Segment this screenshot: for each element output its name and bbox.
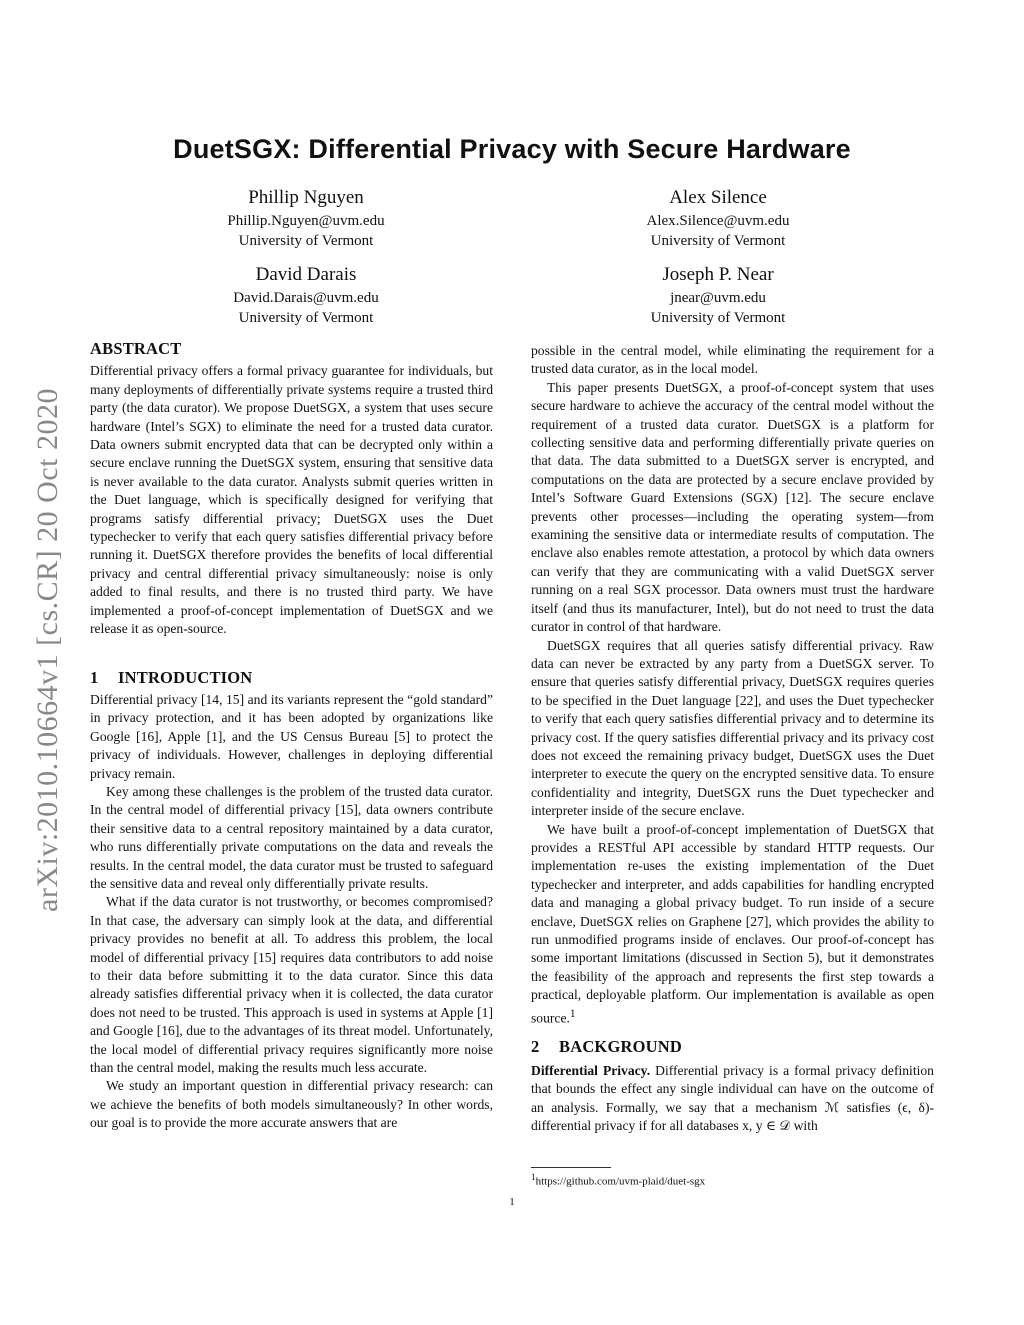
abstract-text: Differential privacy offers a formal privacy guarantee for individuals, but many deployments of differentially private systems require a trusted third party (the data curator). We propose DuetSGX, a system that uses secure hardware (Intel’s SGX) to eliminate the need for a trusted data curator. Data owners submit encrypted data that can be decrypted only within a secure enclave running the DuetSGX system, ensuring that sensitive data is never available to the data curator. Analysts submit queries written in the Duet language, which is specifically designed for verifying that programs satisfy differential privacy; DuetSGX uses the Duet typechecker to verify that each query satisfies differential privacy before running it. DuetSGX therefore provides the benefits of local differential privacy and central differential privacy simultaneously: noise is only added to final results, and there is no trusted third party. We have implemented a proof-of-concept implementation of DuetSGX and we release it as open-source. <box>90 363 493 637</box>
author-block <box>156 265 456 328</box>
footnote-number: 1 <box>531 1172 536 1182</box>
intro-paragraph: We study an important question in differential privacy research: can we achieve the benefits of both models simultaneously? In other words, our goal is to provide the more accurate answers that are <box>90 1078 493 1131</box>
footnote <box>531 1172 705 1188</box>
background-text: Differential privacy is a formal privacy definition that bounds the effect any single individual can have on the outcome of an analysis. Formally, we say that a mechanism ℳ satisfies (ϵ, δ)-differential privacy if for all databases x, y ∈ 𝒟 with <box>531 1062 934 1134</box>
background-paragraph <box>531 1062 934 1136</box>
paper-title: DuetSGX: Differential Privacy with Secure Hardware <box>173 134 851 164</box>
author-email[interactable]: David.Darais@uvm.edu <box>233 290 379 306</box>
author-name: David Darais <box>255 264 357 285</box>
section-title: BACKGROUND <box>559 1036 683 1056</box>
intro-paragraph: possible in the central model, while eliminating the requirement for a trusted data curator, as in the local model. <box>531 343 934 377</box>
intro-paragraph-text: We have built a proof-of-concept implementation of DuetSGX that provides a RESTful API accessible by standard HTTP requests. Our implementation re-uses the existing implementation of the Duet typechecker and interpreter, and adds capabilities for handling encrypted data and managing a global privacy budget. To run inside of a secure enclave, DuetSGX relies on Graphene [27], which provides the ability to run unmodified programs inside of enclaves. Our proof-of-concept has some important limitations (discussed in Section 5), but it demonstrates the feasibility of the approach and represents the first step towards a practical, deployable platform. Our implementation is available as open source. <box>531 821 934 1026</box>
intro-paragraph: Differential privacy [14, 15] and its variants represent the “gold standard” in privacy protection, and it has been adopted by organizations like Google [16], Apple [1], and the US Census Bureau [5] to protect the privacy of individuals. However, challenges in deploying differential privacy remain. <box>90 691 493 781</box>
author-affiliation: University of Vermont <box>238 233 374 249</box>
author-block <box>156 188 456 251</box>
author-name: Phillip Nguyen <box>248 187 364 208</box>
intro-paragraph: DuetSGX requires that all queries satisfy differential privacy. Raw data can never be extracted by any party from a DuetSGX server. To ensure that queries satisfy differential privacy, DuetSGX requires queries to be specified in the Duet language [22], and uses the Duet typechecker to verify that each query satisfies differential privacy and to determine its privacy cost. If the query satisfies differential privacy and its privacy cost does not exceed the remaining privacy budget, DuetSGX uses the Duet interpreter to execute the query on the encrypted sensitive data. To ensure confidentiality and integrity, DuetSGX runs the Duet typechecker and interpreter inside of the secure enclave. <box>531 637 934 819</box>
author-name: Joseph P. Near <box>662 264 774 285</box>
section-number: 2 <box>531 1036 540 1056</box>
right-column <box>531 342 934 1136</box>
author-email[interactable]: jnear@uvm.edu <box>670 290 766 306</box>
abstract-heading: ABSTRACT <box>90 339 182 358</box>
intro-paragraph: Key among these challenges is the problem of the trusted data curator. In the central model of differential privacy [15], data owners contribute their sensitive data to a central repository maintained by a data curator, who runs differentially private computations on the data and reveals the results. In the central model, the data curator must be trusted to safeguard the sensitive data and reveal only differentially private results. <box>90 783 493 891</box>
author-name: Alex Silence <box>669 187 767 208</box>
author-affiliation: University of Vermont <box>238 310 374 326</box>
background-heading <box>531 1038 934 1056</box>
footnote-link[interactable]: https://github.com/uvm-plaid/duet-sgx <box>535 1175 706 1188</box>
author-block <box>568 188 868 251</box>
footnote-marker[interactable]: 1 <box>569 1007 576 1020</box>
section-title: INTRODUCTION <box>118 667 253 687</box>
author-email[interactable]: Alex.Silence@uvm.edu <box>646 213 790 229</box>
arxiv-identifier <box>30 355 66 945</box>
author-email[interactable]: Phillip.Nguyen@uvm.edu <box>227 213 385 229</box>
section-number: 1 <box>90 667 99 687</box>
intro-paragraph-last <box>531 821 934 1028</box>
page-number: 1 <box>509 1196 515 1208</box>
intro-paragraph: What if the data curator is not trustworthy, or becomes compromised? In that case, the adversary can simply look at the data, and differential privacy provides no benefit at all. To address this problem, the local model of differential privacy [15] requires data contributors to add noise to their data before submitting it to the data curator. Since this data already satisfies differential privacy when it is collected, the data curator does not need to be trusted. This approach is used in systems at Apple [1] and Google [16], due to the advantages of its threat model. Unfortunately, the local model of differential privacy requires significantly more noise than the central model, making the results much less accurate. <box>90 894 493 1076</box>
left-column <box>90 340 493 1133</box>
run-in-heading: Differential Privacy. <box>531 1062 651 1078</box>
author-affiliation: University of Vermont <box>650 310 786 326</box>
footnote-divider <box>531 1167 611 1168</box>
author-affiliation: University of Vermont <box>650 233 786 249</box>
intro-paragraph: This paper presents DuetSGX, a proof-of-concept system that uses secure hardware to achieve the accuracy of the central model without the requirement of a trusted data curator. DuetSGX is a platform for collecting sensitive data and performing differentially private queries on that data. The data submitted to a DuetSGX server is encrypted, and computations on the data are protected by a secure enclave provided by Intel’s Software Guard Extensions (SGX) [12]. The secure enclave prevents other processes—including the operating system—from examining the sensitive data or intermediate results of computation. The enclave also enables remote attestation, a protocol by which data owners can verify that they are communicating with a valid DuetSGX server running on a real SGX processor. Data owners must trust the hardware itself (and thus its manufacturer, Intel), but do not need to trust the data curator in control of that hardware. <box>531 379 934 635</box>
author-block <box>568 265 868 328</box>
arxiv-identifier-text: arXiv:2010.10664v1 [cs.CR] 20 Oct 2020 <box>31 388 64 912</box>
introduction-heading <box>90 669 493 687</box>
